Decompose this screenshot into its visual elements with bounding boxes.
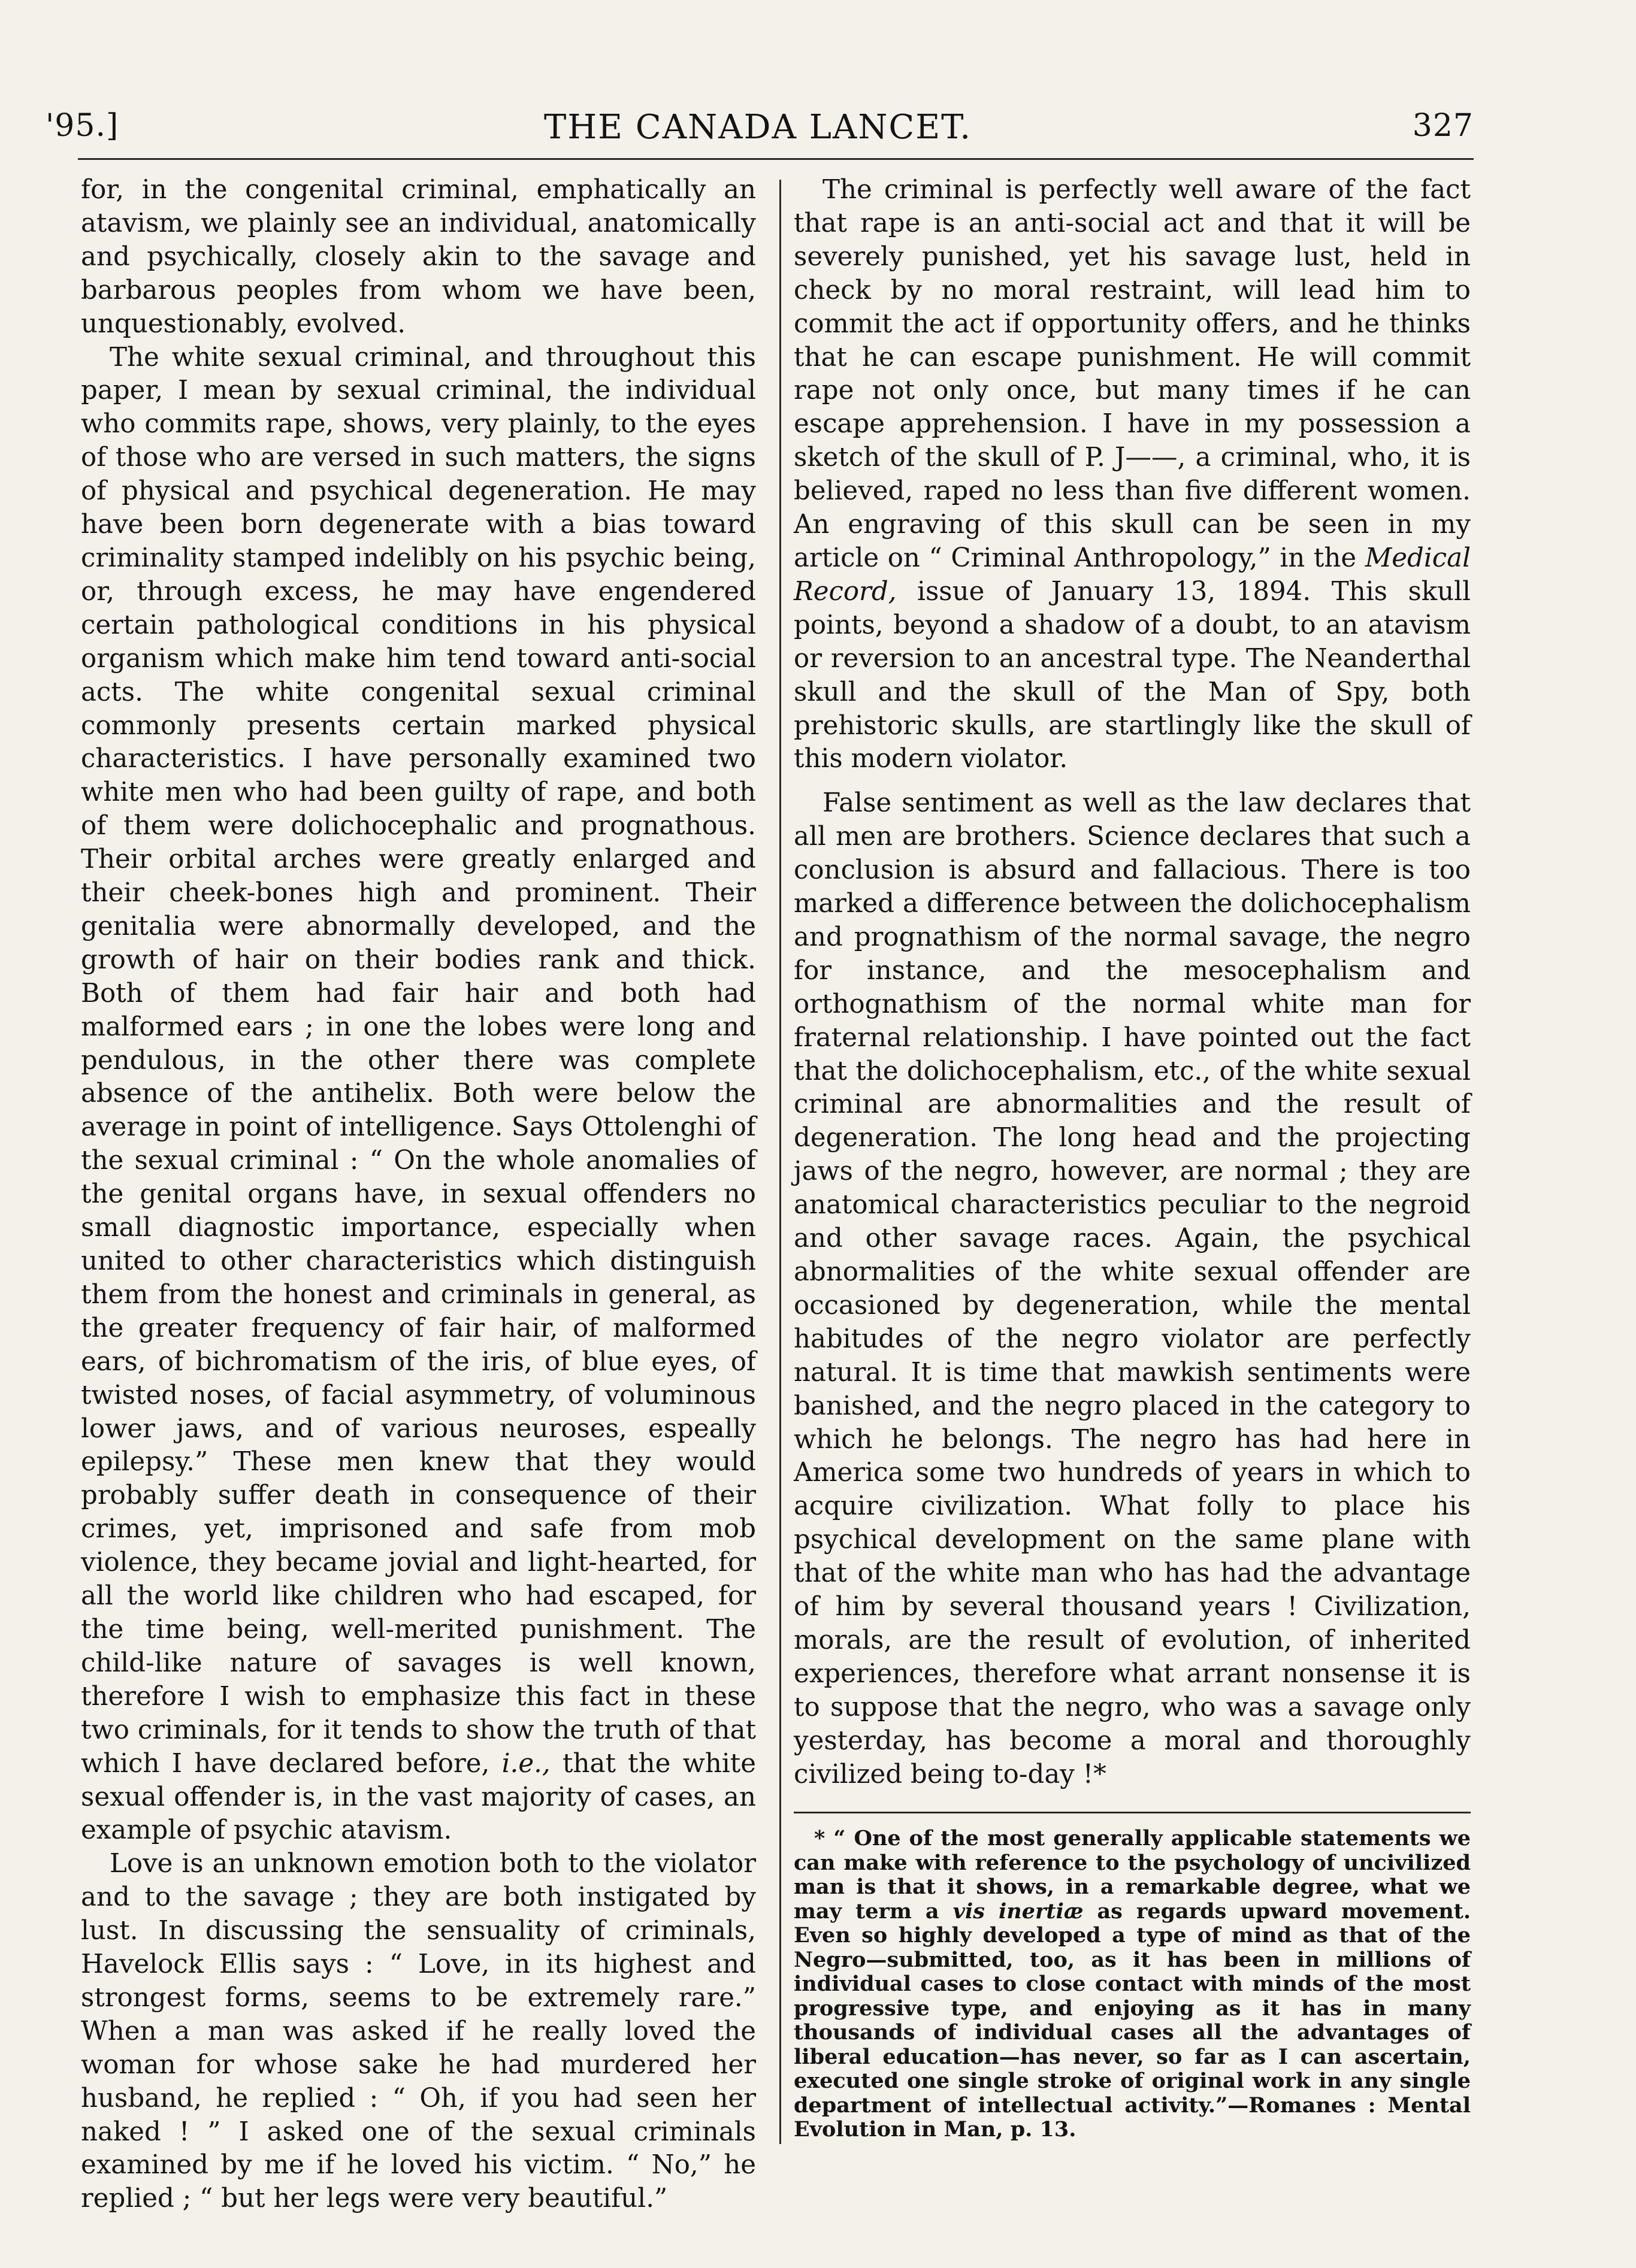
left-paragraph-2-text: The white sexual criminal, and throughout this paper, I mean by sexual criminal, the individual who commits rape, shows, very plainly, to the eyes of those who are versed in such matters, the signs of physical and psychical degeneration. He may have been born degenerate with a bias toward criminality stamped indelibly on his psychic being, or, through excess, he may have engendered certain pathological conditions in his physical organism which make him tend toward anti-social acts. The white congenital sexual criminal commonly presents certain marked physical characteristics. I have personally examined two white men who had been guilty of rape, and both of them were dolichocephalic and prognathous. Their orbital arches were greatly enlarged and their cheek-bones high and prominent. Their genitalia were abnormally developed, and the growth of hair on their bodies rank and thick. Both of them had fair hair and both had malformed ears ; in one the lobes were long and pendulous, in the other there was complete absence of the antihelix. Both were below the average in point of intelligence. Says Ottolenghi of the sexual criminal : “ On the whole anomalies of the genital organs have, in sexual offenders no small diagnostic importance, especially when united to other characteristics which distinguish them from the honest and criminals in general, as the greater frequency of fair hair, of malformed ears, of bichromatism of the iris, of blue eyes, of twisted noses, of facial asymmetry, of voluminous lower jaws, and of various neuroses, espeally epilepsy.” These men knew that they would probably suffer death in consequence of their crimes, yet, imprisoned and safe from mob violence, they became jovial and light-hearted, for all the world like children who had escaped, for the time being, well-merited punishment. The child-like nature of savages is well known, therefore I wish to emphasize this fact in these two criminals, for it tends to show the truth of that which I have declared before, [81, 342, 756, 1779]
right-paragraph-1-journal: Medical Record, [794, 543, 1471, 607]
right-paragraph-1-text: The criminal is perfectly well aware of the fact that rape is an anti-social act and that it will be severely punished, yet his savage lust, held in check by no moral restraint, will lead him to commit the act if opportunity offers, and he thinks that he can escape punishment. He will commit rape not only once, but many times if he can escape apprehension. I have in my possession a sketch of the skull of P. J——, a criminal, who, it is believed, raped no less than five different women. An engraving of this skull can be seen in my article on “ Criminal Anthropology,” in the [794, 175, 1471, 573]
left-paragraph-1: for, in the congenital criminal, emphatically an atavism, we plainly see an individual, anatomically and psychically, closely akin to the savage and barbarous peoples from whom we have been, unquestionably, evolved. [81, 175, 756, 339]
footnote-text [794, 1827, 1471, 2142]
left-paragraph-2-end: that the white sexual offender is, in the vast majority of cases, an example of psychic atavism. [81, 1748, 757, 1846]
left-paragraph-2-ie: i.e., [501, 1748, 551, 1779]
header-year: '95.] [46, 108, 119, 144]
footnote-start: * “ One of the most generally applicable statements we can make with reference to the psychology of uncivilized man is that it shows, in a remarkable degree, what we may term a [794, 1826, 1471, 1924]
page-number: 327 [1412, 108, 1474, 144]
footnote-end: as regards upward movement. Even so highly developed a type of mind as that of the Negro—submitted, too, as it has been in millions of individual cases to close contact with minds of the most progressive type, and enjoying as it has in many thousands of individual cases all the advantages of liberal education—has never, so far as I can ascertain, executed one single stroke of original work in any single department of intellectual activity.”—Romanes : Mental Evolution in Man, p. 13. [794, 1898, 1471, 2142]
running-header [42, 108, 1474, 156]
footnote-latin: vis inertiæ [952, 1898, 1084, 1924]
left-paragraph-3: Love is an unknown emotion both to the violator and to the savage ; they are both instigated by lust. In discussing the sensuality of criminals, Havelock Ellis says : “ Love, in its highest and strongest forms, seems to be extremely rare.” When a man was asked if he really loved the woman for whose sake he had murdered her husband, he replied : “ Oh, if you had seen her naked ! ” I asked one of the sexual criminals examined by me if he loved his victim. “ No,” he replied ; “ but her legs were very beautiful.” [81, 1849, 756, 2214]
left-column [81, 174, 756, 2216]
footnote-rule [794, 1812, 1471, 1813]
right-paragraph-1 [794, 174, 1471, 776]
right-paragraph-1-end: issue of January 13, 1894. This skull points, beyond a shadow of a doubt, to an atavism or reversion to an ancestral type. The Neanderthal skull and the skull of the Man of Spy, both prehistoric skulls, are startlingly like the skull of this modern violator. [794, 576, 1471, 774]
right-paragraph-2: False sentiment as well as the law declares that all men are brothers. Science declares that such a conclusion is absurd and fallacious. There is too marked a difference between the dolichocephalism and prognathism of the normal savage, the negro for instance, and the mesocephalism and orthognathism of the normal white man for fraternal relationship. I have pointed out the fact that the dolichocephalism, etc., of the white sexual criminal are abnormalities and the result of degeneration. The long head and the projecting jaws of the negro, however, are normal ; they are anatomical characteristics peculiar to the negroid and other savage races. Again, the psychical abnormalities of the white sexual offender are occasioned by degeneration, while the mental habitudes of the negro violator are perfectly natural. It is time that mawkish sentiments were banished, and the negro placed in the category to which he belongs. The negro has had here in America some two hundreds of years in which to acquire civilization. What folly to place his psychical development on the same plane with that of the white man who has had the advantage of him by several thousand years ! Civilization, morals, are the result of evolution, of inherited experiences, therefore what arrant nonsense it is to suppose that the negro, who was a savage only yesterday, has become a moral and thoroughly civilized being to-day !* [794, 788, 1471, 1789]
footnote [794, 1827, 1471, 2142]
column-divider [779, 180, 781, 2144]
right-column [794, 174, 1471, 1792]
left-paragraph-2 [81, 341, 756, 1848]
journal-title: THE CANADA LANCET. [543, 108, 972, 147]
header-rule [78, 158, 1474, 160]
